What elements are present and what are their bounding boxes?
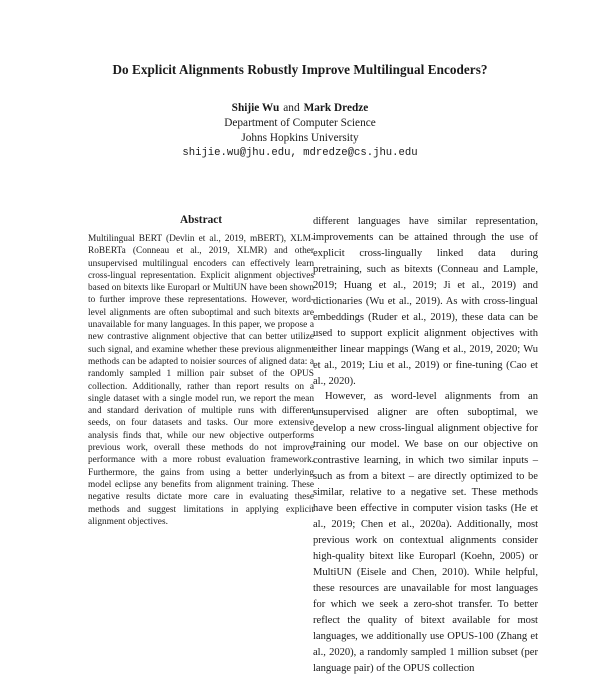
body-paragraph-2: However, as word-level alignments from an unsupervised aligner are often suboptimal, we develop a new cross-lingual alignment objective for training our model. We base on our objective on contrastive learning, in which two similar inputs – such as from a bitext – are directly optimized to be similar, relative to a negative set. These methods have been effective in computer vision tasks (He et al., 2019; Chen et al., 2020a). Additionally, most previous work on contextual alignments consider high-quality bitext like Europarl (Koehn, 2005) or MultiUN (Eisele and Chen, 2010). While helpful, these resources are unavailable for most languages for which we seek a zero-shot transfer. To better reflect the quality of bitext available for most languages, we additionally use OPUS-100 (Zhang et al., 2020), a randomly sampled 1 million subset (per language pair) of the OPUS collection (313, 391, 538, 674)
abstract-heading: Abstract (179, 214, 223, 226)
body-paragraph-1: different languages have similar representation, improvements can be attained through the use of explicit cross-lingually linked data during pretraining, such as bitexts (Conneau and Lample, 2019; Huang et al., 2019; Ji et al., 2019) and dictionaries (Wu et al., 2019). As with cross-lingual embeddings (Ruder et al., 2019), these data can be used to support explicit alignment objectives with either linear mappings (Wang et al., 2019, 2020; Wu et al., 2019; Liu et al., 2019) or fine-tuning (Cao et al., 2020). (313, 216, 538, 387)
author-department: Department of Computer Science (224, 117, 376, 129)
author-names (0, 101, 600, 116)
author-conjunction: and (283, 102, 300, 114)
abstract-text: Multilingual BERT (Devlin et al., 2019, mBERT), XLM-RoBERTa (Conneau et al., 2019, XLMR) and other unsupervised multilingual encoders can effectively learn cross-lingual representation. Explicit alignment objectives based on bitexts like Europarl or MultiUN have been shown to further improve these representations. However, word-level alignments are often suboptimal and such bitexts are unavailable for many languages. In this paper, we propose a new contrastive alignment objective that can better utilize such signal, and examine whether these previous alignment methods can be adapted to noisier sources of aligned data: a randomly sampled 1 million pair subset of the OPUS collection. Additionally, rather than report results on a single dataset with a single model run, we report the mean and standard derivation of multiple runs with different seeds, on four datasets and tasks. Our more extensive analysis finds that, while our new objective outperforms previous work, overall these methods do not improve performance with a more robust evaluation framework. Furthermore, the gains from using a better underlying model eclipse any benefits from alignment training. These negative results dictate more care in evaluating these methods and suggest limitations in applying explicit alignment objectives. (88, 234, 314, 527)
paper-title: Do Explicit Alignments Robustly Improve Multilingual Encoders? (112, 62, 488, 77)
author-1: Shijie Wu (231, 102, 280, 114)
author-block (0, 101, 600, 161)
author-university: Johns Hopkins University (241, 132, 359, 144)
body-column-right (313, 214, 538, 677)
author-emails: shijie.wu@jhu.edu, mdredze@cs.jhu.edu (182, 147, 418, 159)
author-2: Mark Dredze (303, 102, 369, 114)
